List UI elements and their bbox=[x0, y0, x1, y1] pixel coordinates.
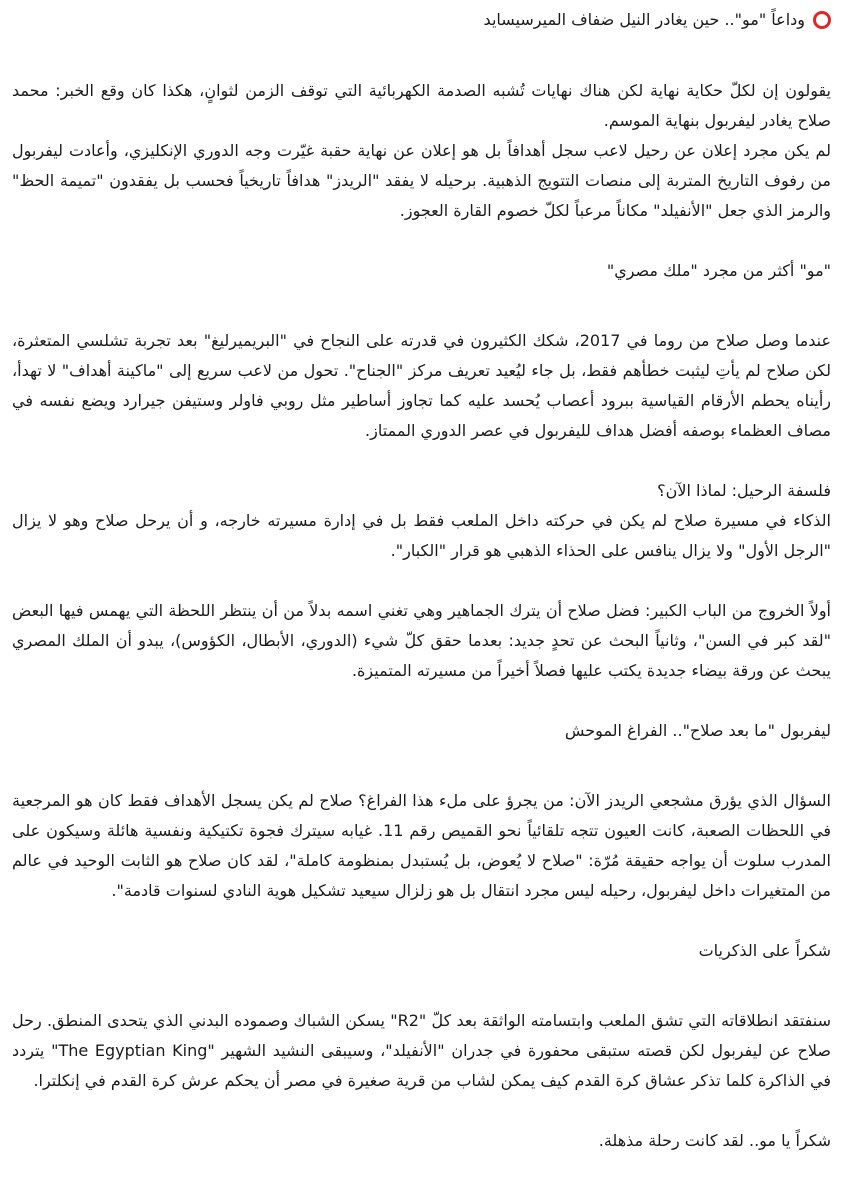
section-heading-3: ليفربول "ما بعد صلاح".. الفراغ الموحش bbox=[564, 721, 831, 740]
article-title-line bbox=[12, 4, 831, 36]
paragraph-3: أولاً الخروج من الباب الكبير: فضل صلاح أن يترك الجماهير وهي تغني اسمه بدلاً من أن ينتظر اللحظة التي يهمس فيها البعض "لقد كبر في السن"، وثانياً البحث عن تحدٍ جديد: بعدما حقق كلّ شيء (الدوري، الأبطال، الكؤوس)، يبدو أن الملك المصري يبحث عن ورقة بيضاء جديدة يكتب عليها فصلاً أخيراً من مسيرته المتميزة. bbox=[12, 601, 831, 680]
paragraph-5: سنفتقد انطلاقاته التي تشق الملعب وابتسامته الواثقة بعد كلّ "R2" يسكن الشباك وصموده البدني الذي يتحدى المنطق. رحل صلاح عن ليفربول لكن قصته ستبقى محفورة في جدران "الأنفيلد"، وسيبقى النشيد الشهير "The Egyptian King" يتردد في الذاكرة كلما تذكر عشاق كرة القدم كيف يمكن لشاب من قرية صغيرة في مصر أن يحكم عرش كرة القدم في إنكلترا. bbox=[12, 1011, 832, 1090]
red-ring-icon bbox=[813, 11, 831, 29]
section-heading-4: شكراً على الذكريات bbox=[698, 941, 831, 960]
article bbox=[12, 4, 831, 1156]
intro-paragraph: يقولون إن لكلّ حكاية نهاية لكن هناك نهايات تُشبه الصدمة الكهربائية التي توقف الزمن لثوانٍ، هكذا كان وقع الخبر: محمد صلاح يغادر ليفربول بنهاية الموسم. bbox=[12, 81, 831, 130]
intro-paragraph-2: لم يكن مجرد إعلان عن رحيل لاعب سجل أهدافاً بل هو إعلان عن نهاية حقبة غيّرت وجه الدوري الإنكليزي، وأعادت ليفربول من رفوف التاريخ المتربة إلى منصات التتويج الذهبية. برحيله لا يفقد "الريدز" هدافاً تاريخياً فحسب بل يفقدون "تميمة الحظ" والرمز الذي جعل "الأنفيلد" مكاناً مرعباً لكلّ خصوم القارة العجوز. bbox=[12, 141, 831, 220]
paragraph-1: عندما وصل صلاح من روما في 2017، شكك الكثيرون في قدرته على النجاح في "البريميرليغ" بعد تجربة تشلسي المتعثرة، لكن صلاح لم يأتِ ليثبت خطأهم فقط، بل جاء ليُعيد تعريف مركز "الجناح". تحول من لاعب سريع إلى "ماكينة أهداف" لا تهدأ، رأيناه يحطم الأرقام القياسية ببرود أعصاب يُحسد عليه كما تجاوز أساطير مثل روبي فاولر وستيفن جيرارد ويضع نفسه في مصاف العظماء بوصفه أفضل هداف لليفربول في عصر الدوري الممتاز. bbox=[12, 331, 831, 440]
article-title: وداعاً "مو".. حين يغادر النيل ضفاف الميرسيسايد bbox=[483, 10, 805, 29]
closing-line: شكراً يا مو.. لقد كانت رحلة مذهلة. bbox=[598, 1131, 831, 1150]
paragraph-4: السؤال الذي يؤرق مشجعي الريدز الآن: من يجرؤ على ملء هذا الفراغ؟ صلاح لم يكن يسجل الأهداف فقط كان هو المرجعية في اللحظات الصعبة، كانت العيون تتجه تلقائياً نحو القميص رقم 11. غيابه سيترك فجوة تكتيكية ونفسية هائلة وسيكون على المدرب سلوت أن يواجه حقيقة مُرّة: "صلاح لا يُعوض، بل يُستبدل بمنظومة كاملة"، لقد كان صلاح هو الثابت الوحيد في عالم من المتغيرات داخل ليفربول، رحيله ليس مجرد انتقال بل هو زلزال سيعيد تشكيل هوية النادي لسنوات قادمة". bbox=[12, 791, 831, 900]
section-heading-1: "مو" أكثر من مجرد "ملك مصري" bbox=[606, 261, 831, 280]
paragraph-2: الذكاء في مسيرة صلاح لم يكن في حركته داخل الملعب فقط بل في إدارة مسيرته خارجه، و أن يرحل صلاح وهو لا يزال "الرجل الأول" ولا يزال ينافس على الحذاء الذهبي هو قرار "الكبار". bbox=[12, 511, 831, 560]
section-heading-2: فلسفة الرحيل: لماذا الآن؟ bbox=[657, 481, 831, 500]
